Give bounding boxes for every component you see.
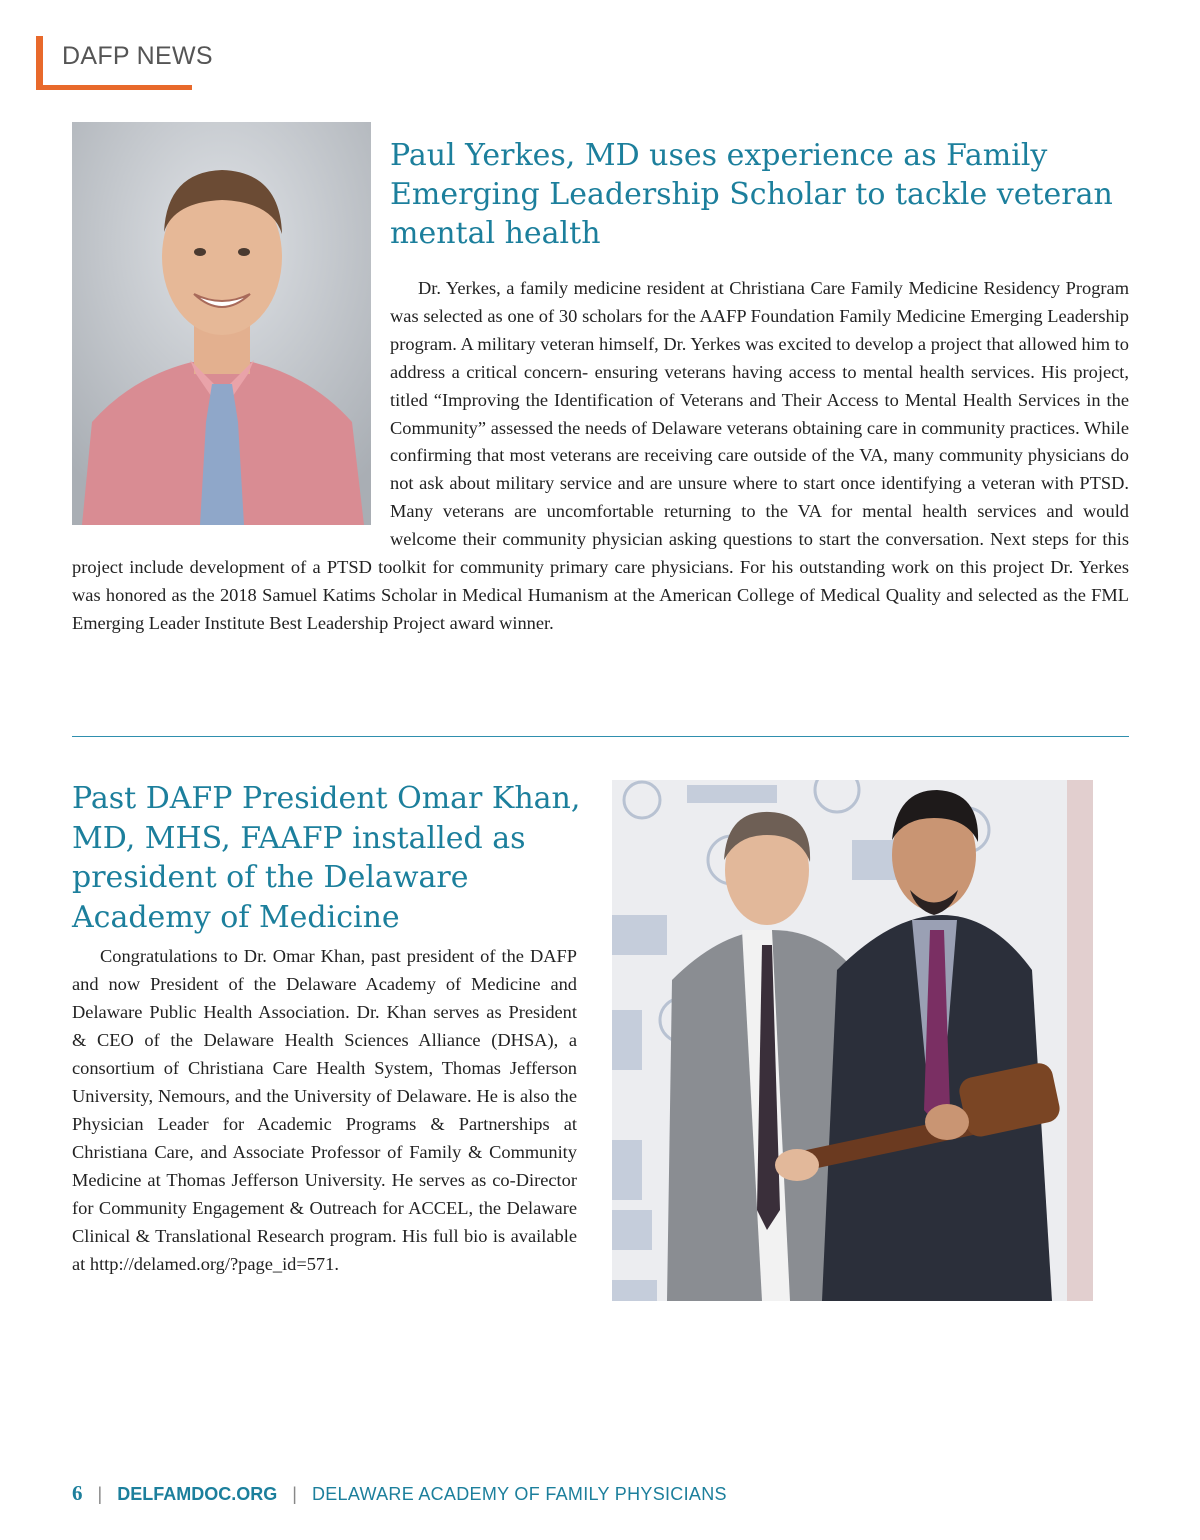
footer-organization-name: DELAWARE ACADEMY OF FAMILY PHYSICIANS (311, 1484, 727, 1504)
footer-website-link[interactable]: DELFAMDOC.ORG (117, 1484, 278, 1504)
page-footer (72, 1481, 727, 1506)
article-2-title: Past DAFP President Omar Khan, MD, MHS, FAAFP installed as president of the Delaware Academy of Medicine (72, 781, 581, 935)
article-2-paragraph: Congratulations to Dr. Omar Khan, past president of the DAFP and now President of the Delaware Academy of Medicine and Delaware Public Health Association. Dr. Khan serves as President & CEO of the Delaware Health Sciences Alliance (DHSA), a consortium of Christiana Care Health System, Thomas Jefferson University, Nemours, and the University of Delaware. He is also the Physician Leader for Academic Programs & Partnerships at Christiana Care, and Associate Professor of Family & Community Medicine at Thomas Jefferson University. He serves as co-Director for Community Engagement & Outreach for ACCEL, the Delaware Clinical & Translational Research program. His full bio is available at http://delamed.org/?page_id=571. (72, 946, 577, 1274)
section-label: DAFP NEWS (62, 42, 213, 70)
page-number: 6 (72, 1481, 83, 1505)
article-2-body-text (72, 942, 577, 1278)
section-divider (72, 736, 1129, 737)
photo-wrap-spacer (72, 275, 390, 552)
article-1-paragraph: Dr. Yerkes, a family medicine resident at Christiana Care Family Medicine Residency Program was selected as one of 30 scholars for the AAFP Foundation Family Medicine Emerging Leadership program. A military veteran himself, Dr. Yerkes was excited to develop a project that allowed him to address a critical concern- ensuring veterans having access to mental health services. His project, titled “Improving the Identification of Veterans and Their Access to Mental Health Services in the Community” assessed the needs of Delaware veterans obtaining care in community practices. While confirming that most veterans are receiving care outside of the VA, many community physicians do not ask about military service and are unsure where to start once identifying a veteran with PTSD. Many veterans are uncomfortable returning to the VA for mental health services and would welcome their community physician asking questions to start the conversation. Next steps for this project include development of a PTSD toolkit for community primary care physicians. For his outstanding work on this project Dr. Yerkes was honored as the 2018 Samuel Katims Scholar in Medical Humanism at the American College of Medical Quality and selected as the FML Emerging Leader Institute Best Leadership Project award winner. (72, 278, 1129, 633)
footer-separator: | (97, 1484, 103, 1504)
article-1-title: Paul Yerkes, MD uses experience as Family Emerging Leadership Scholar to tackle veteran mental health (390, 138, 1113, 251)
installation-event-photo (612, 780, 1093, 1301)
footer-separator: | (292, 1484, 297, 1504)
article-1-body-text (72, 275, 1129, 638)
